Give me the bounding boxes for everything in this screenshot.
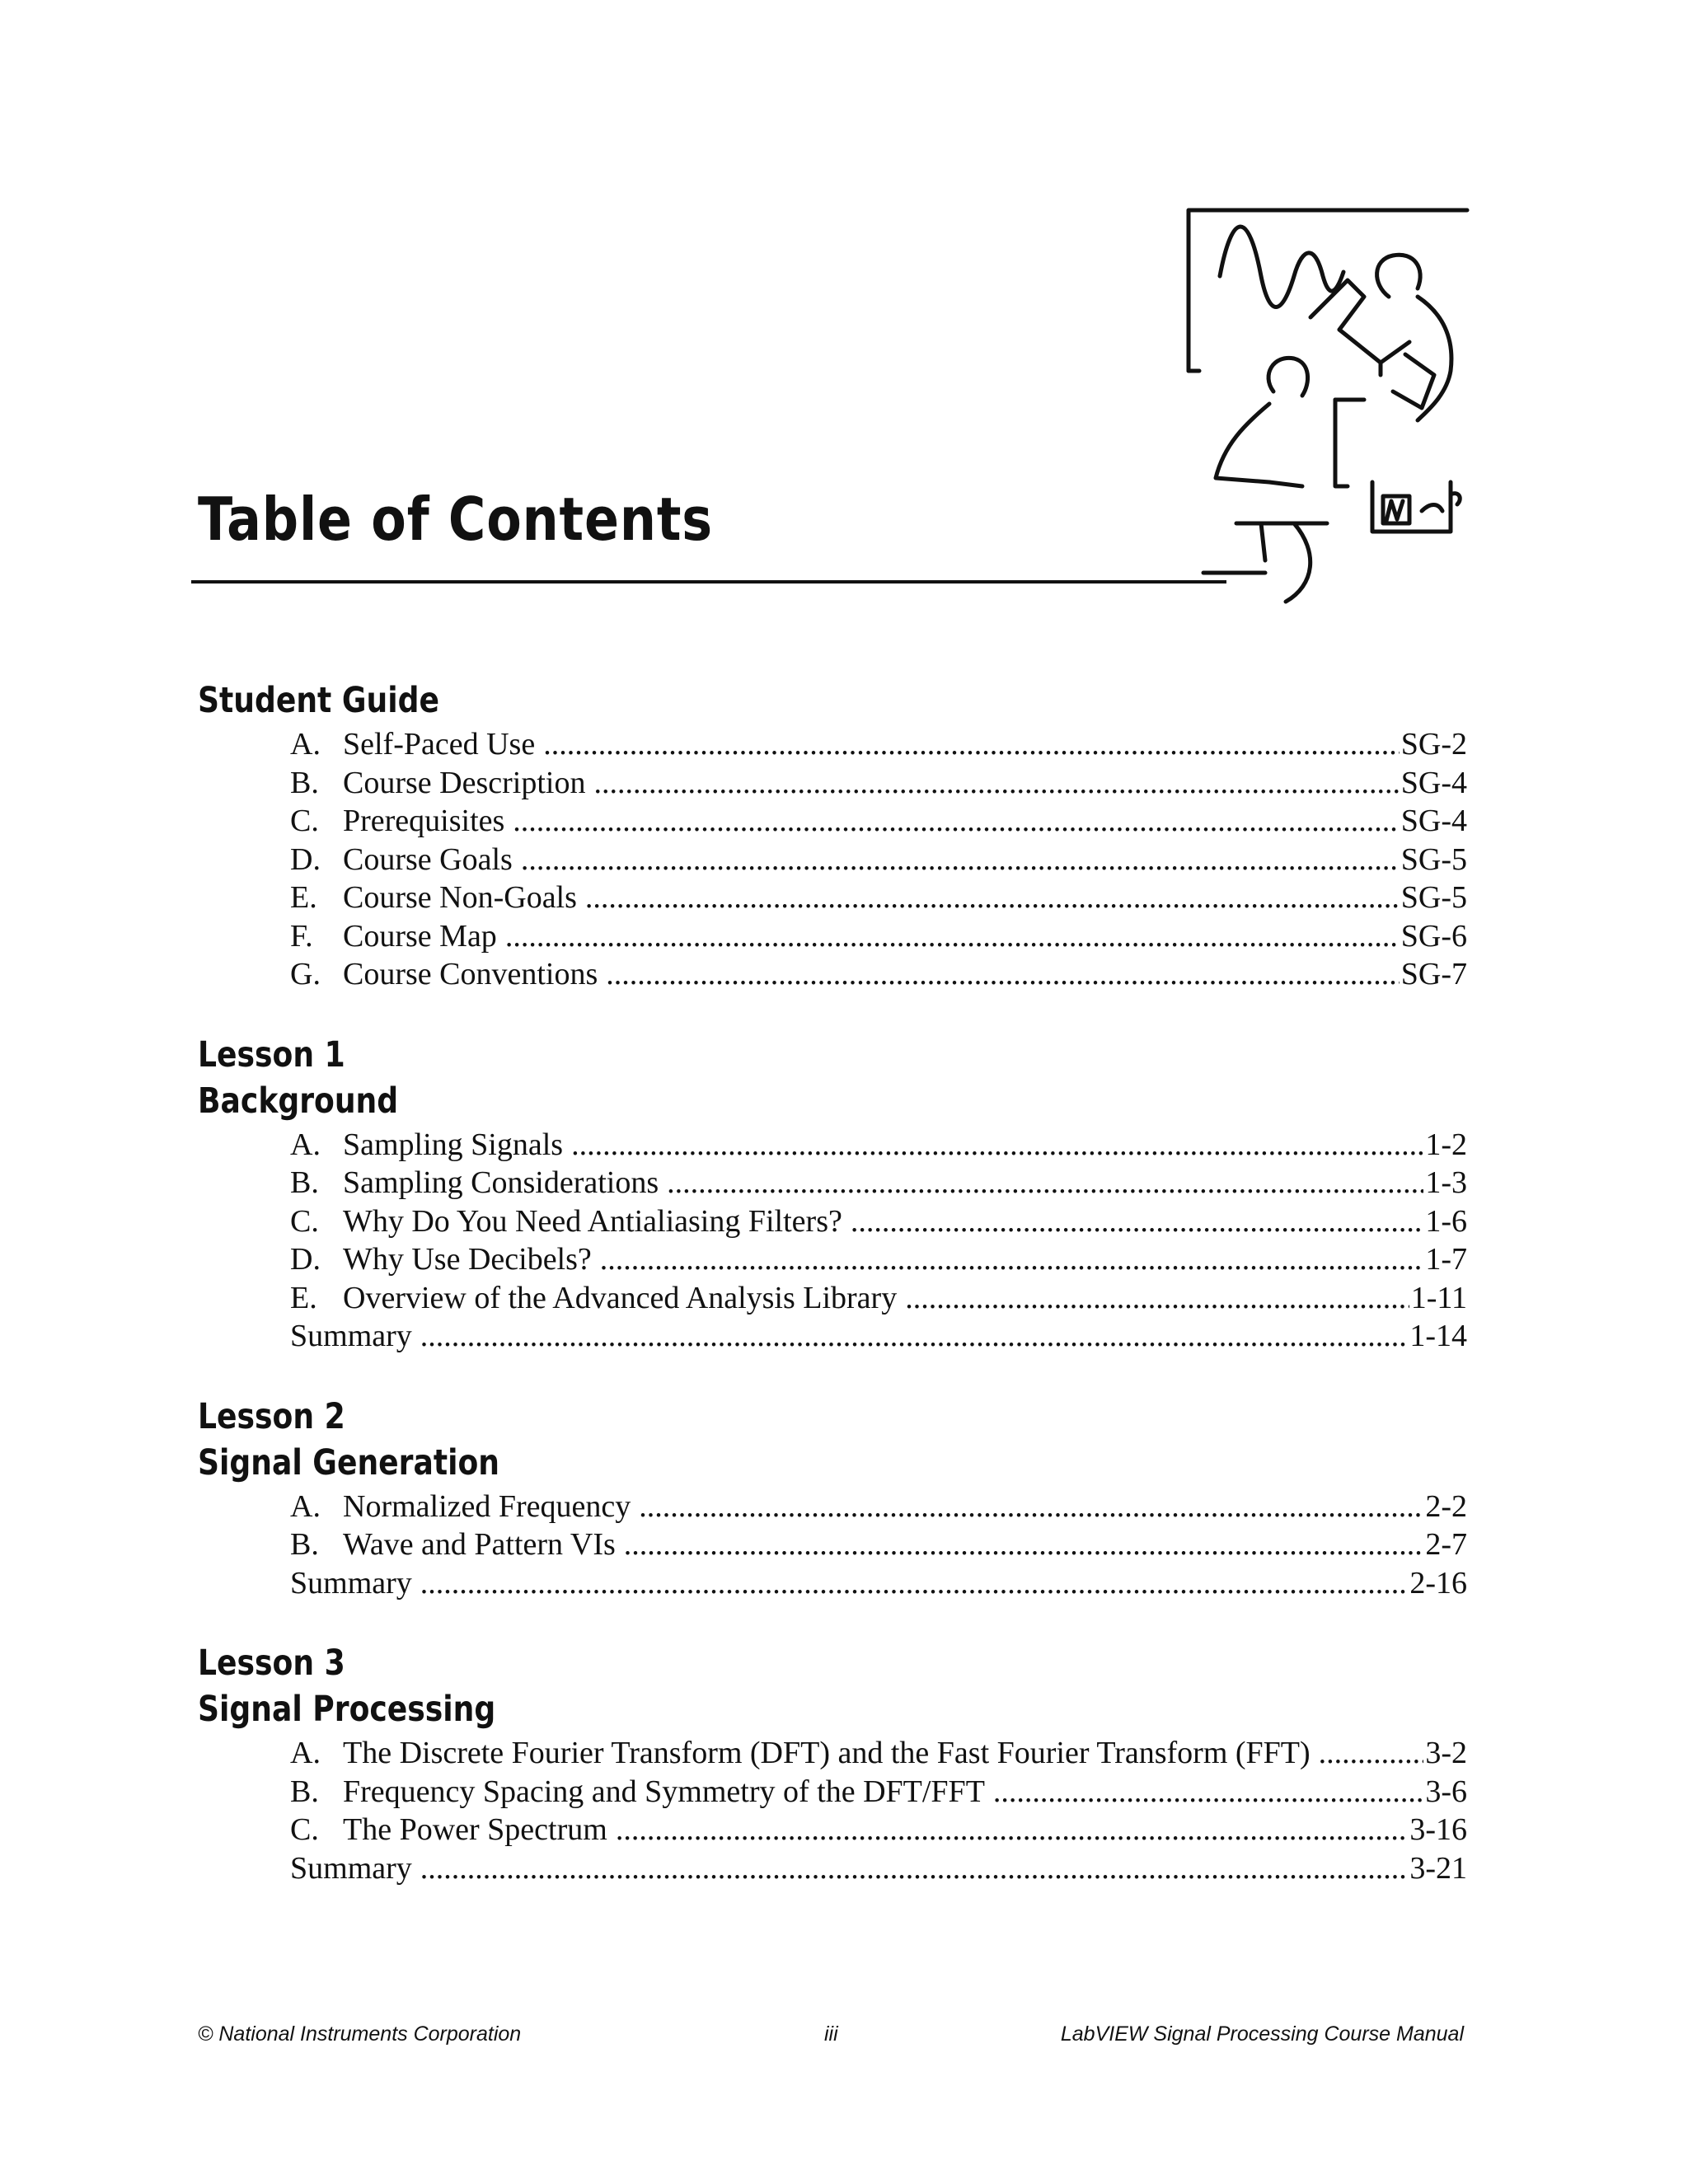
- dot-leader: [420, 1317, 1409, 1356]
- dot-leader: [513, 802, 1399, 841]
- toc-entry[interactable]: [290, 1773, 1467, 1811]
- dot-leader: [420, 1564, 1409, 1603]
- title-rule: [191, 580, 1226, 583]
- toc-section-lesson-1: [198, 1032, 1467, 1356]
- entry-page: SG-4: [1400, 765, 1467, 800]
- entry-page: SG-5: [1400, 880, 1467, 915]
- section-heading: Student Guide: [198, 680, 440, 721]
- toc-entry[interactable]: [290, 841, 1467, 879]
- entry-page: 1-3: [1425, 1165, 1467, 1200]
- dot-leader: [905, 1279, 1409, 1318]
- entry-title: Summary: [290, 1319, 412, 1353]
- toc-entry[interactable]: [290, 1202, 1467, 1241]
- entry-title: Self-Paced Use: [343, 727, 536, 762]
- entry-title: Prerequisites: [343, 804, 505, 838]
- instructor-illustration-icon: [1170, 198, 1484, 610]
- entry-title: Course Map: [343, 918, 497, 954]
- toc-entry[interactable]: [290, 1488, 1467, 1526]
- toc-entry[interactable]: [290, 764, 1467, 803]
- entry-title: Normalized Frequency: [343, 1488, 631, 1524]
- toc-entry[interactable]: [290, 1811, 1467, 1849]
- entry-title: Wave and Pattern VIs: [343, 1527, 616, 1562]
- dot-leader: [543, 725, 1400, 764]
- footer-copyright: © National Instruments Corporation: [198, 2022, 522, 2046]
- entry-page: 2-7: [1425, 1527, 1467, 1562]
- entry-letter: B.: [290, 1165, 319, 1200]
- entry-letter: E.: [290, 1280, 317, 1315]
- section-subheading: Signal Processing: [198, 1689, 496, 1730]
- section-heading: Lesson 2: [198, 1395, 345, 1437]
- toc-entry[interactable]: [290, 1849, 1467, 1888]
- toc-sections: [198, 677, 1467, 1925]
- footer-manual-title: LabVIEW Signal Processing Course Manual: [1060, 2022, 1464, 2046]
- dot-leader: [593, 764, 1399, 803]
- entry-title: Course Conventions: [343, 957, 598, 991]
- toc-entry[interactable]: [290, 1734, 1467, 1773]
- toc-entry[interactable]: [290, 955, 1467, 994]
- entry-page: 3-21: [1409, 1850, 1467, 1886]
- entry-title: Course Description: [343, 765, 586, 800]
- toc-section-lesson-3: [198, 1640, 1467, 1887]
- dot-leader: [851, 1202, 1423, 1241]
- toc-entry[interactable]: [290, 1317, 1467, 1356]
- dot-leader: [600, 1240, 1424, 1279]
- section-heading: Lesson 3: [198, 1643, 345, 1684]
- entry-page: SG-2: [1400, 727, 1467, 762]
- entry-letter: E.: [290, 880, 317, 915]
- footer-page-number: iii: [824, 2022, 838, 2046]
- dot-leader: [667, 1164, 1423, 1202]
- entry-title: Frequency Spacing and Symmetry of the DFT/FFT: [343, 1774, 985, 1809]
- entry-letter: A.: [290, 1488, 321, 1524]
- entry-page: 1-2: [1425, 1127, 1467, 1162]
- entry-letter: D.: [290, 841, 321, 877]
- toc-section-lesson-2: [198, 1394, 1467, 1603]
- dot-leader: [505, 917, 1400, 956]
- dot-leader: [616, 1811, 1409, 1849]
- entry-title: Sampling Signals: [343, 1127, 564, 1162]
- toc-entry[interactable]: [290, 725, 1467, 764]
- toc-entry[interactable]: [290, 917, 1467, 956]
- entry-title: Why Do You Need Antialiasing Filters?: [343, 1203, 842, 1239]
- dot-leader: [521, 841, 1400, 879]
- entry-letter: G.: [290, 957, 321, 991]
- entry-letter: A.: [290, 1736, 321, 1770]
- entry-letter: B.: [290, 1774, 319, 1809]
- toc-entry[interactable]: [290, 802, 1467, 841]
- dot-leader: [606, 955, 1399, 994]
- entry-page: 3-2: [1425, 1736, 1467, 1770]
- toc-entry[interactable]: [290, 1526, 1467, 1564]
- dot-leader: [624, 1526, 1424, 1564]
- page-title: Table of Contents: [198, 485, 713, 554]
- entry-page: 3-16: [1409, 1812, 1467, 1847]
- toc-section-student-guide: [198, 677, 1467, 994]
- entry-title: Course Non-Goals: [343, 880, 577, 915]
- entry-title: Course Goals: [343, 841, 513, 877]
- toc-entry[interactable]: [290, 1564, 1467, 1603]
- dot-leader: [571, 1126, 1423, 1165]
- section-heading: Lesson 1: [198, 1033, 345, 1076]
- toc-entry[interactable]: [290, 879, 1467, 917]
- toc-entry[interactable]: [290, 1279, 1467, 1318]
- entry-letter: A.: [290, 727, 321, 762]
- entry-page: 1-7: [1425, 1242, 1467, 1277]
- dot-leader: [585, 879, 1400, 917]
- entry-letter: D.: [290, 1242, 321, 1277]
- entry-letter: B.: [290, 1527, 319, 1562]
- toc-entry[interactable]: [290, 1126, 1467, 1165]
- entry-page: 1-14: [1409, 1319, 1467, 1353]
- dot-leader: [420, 1849, 1409, 1888]
- entry-title: The Power Spectrum: [343, 1812, 607, 1847]
- entry-letter: A.: [290, 1127, 321, 1162]
- entry-page: 3-6: [1425, 1774, 1467, 1809]
- section-subheading: Background: [198, 1080, 399, 1122]
- dot-leader: [639, 1488, 1423, 1526]
- toc-entry[interactable]: [290, 1164, 1467, 1202]
- entry-title: The Discrete Fourier Transform (DFT) and the Fast Fourier Transform (FFT): [343, 1736, 1311, 1770]
- entry-page: 2-2: [1425, 1488, 1467, 1524]
- entry-letter: F.: [290, 918, 313, 954]
- entry-page: 2-16: [1409, 1565, 1467, 1601]
- dot-leader: [1319, 1734, 1424, 1773]
- entry-letter: B.: [290, 765, 319, 800]
- entry-page: 1-6: [1425, 1203, 1467, 1239]
- entry-title: Summary: [290, 1565, 412, 1601]
- entry-title: Overview of the Advanced Analysis Library: [343, 1280, 898, 1315]
- section-subheading: Signal Generation: [198, 1441, 500, 1483]
- entry-title: Sampling Considerations: [343, 1165, 659, 1200]
- entry-page: SG-6: [1400, 918, 1467, 954]
- entry-title: Summary: [290, 1850, 412, 1886]
- entry-letter: C.: [290, 1203, 319, 1239]
- entry-page: 1-11: [1410, 1280, 1467, 1315]
- entry-title: Why Use Decibels?: [343, 1242, 592, 1277]
- entry-letter: C.: [290, 1812, 319, 1847]
- toc-entry[interactable]: [290, 1240, 1467, 1279]
- entry-page: SG-4: [1400, 804, 1467, 838]
- entry-letter: C.: [290, 804, 319, 838]
- dot-leader: [993, 1773, 1423, 1811]
- entry-page: SG-5: [1400, 841, 1467, 877]
- entry-page: SG-7: [1400, 957, 1467, 991]
